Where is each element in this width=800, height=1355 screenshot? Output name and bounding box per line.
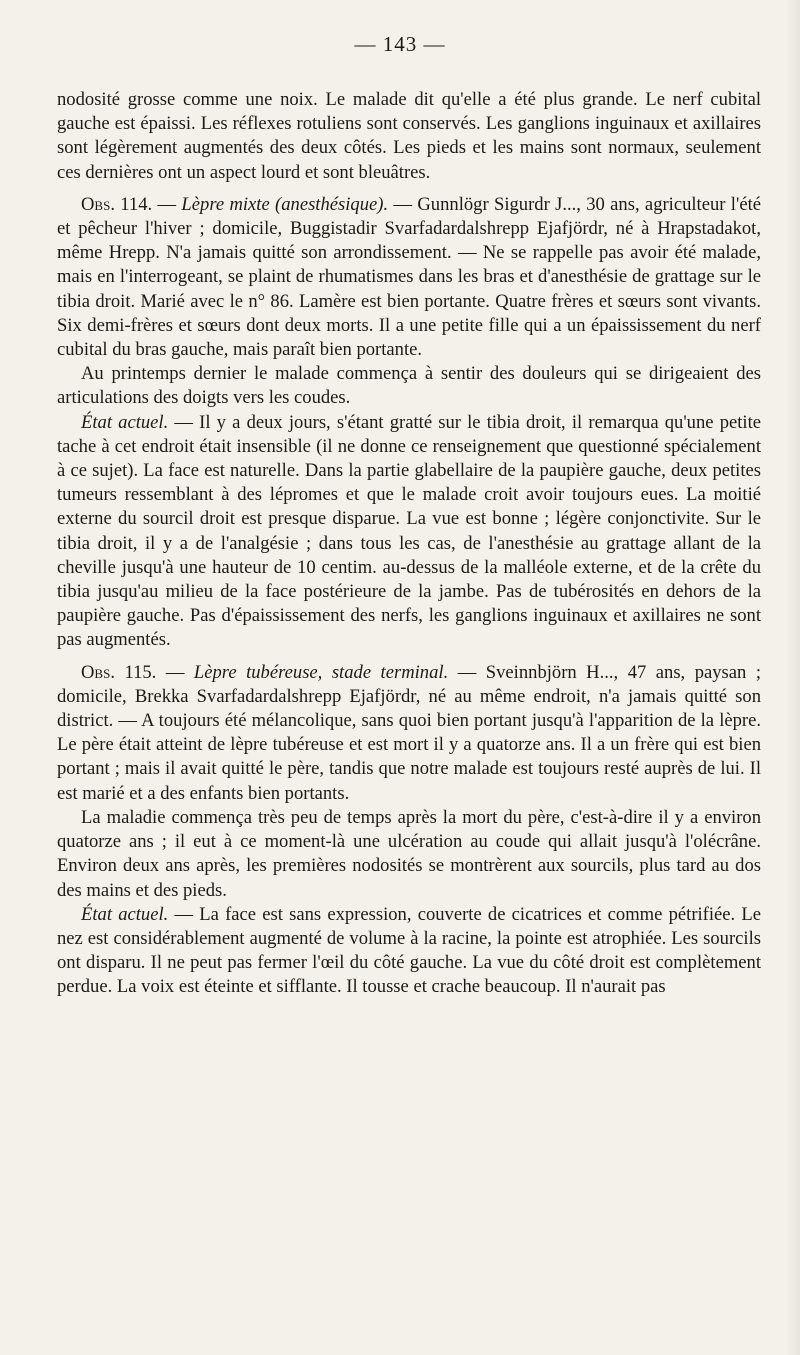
observation-label: Obs. 115. [81, 661, 157, 683]
observation-title: Lèpre tubéreuse, stade terminal. [193, 661, 449, 683]
paragraph-onset: Au printemps dernier le malade commença à sentir des douleurs qui se dirigeaient des articulations des doigts vers les coudes. [57, 363, 761, 409]
observation-114 [57, 193, 761, 362]
observation-115 [57, 661, 761, 806]
current-state-114 [57, 411, 761, 653]
observation-text: — Gunnlögr Sigurdr J..., 30 ans, agriculteur l'été et pêcheur l'hiver ; domicile, Buggistadir Svarfadardalshrepp Ejafjördr, né à Hrapstadakot, même Hrepp. N'a jamais quitté son arrondissement. — Ne se rappelle pas avoir été malade, mais en l'interrogeant, se plaint de rhumatismes dans les bras et d'anesthésie de grattage sur le tibia droit. Marié avec le n° 86. Lamère est bien portante. Quatre frères et sœurs sont vivants. Six demi-frères et sœurs dont deux morts. Il a une petite fille qui a un épaississement du nerf cubital du bras gauche, mais paraît bien portante. [57, 193, 761, 361]
page-edge-shadow [786, 0, 800, 1355]
observation-dash: — [156, 661, 194, 683]
observation-label: Obs. 114. [81, 193, 153, 215]
observation-text: — Sveinnbjörn H..., 47 ans, paysan ; domicile, Brekka Svarfadardalshrepp Ejafjördr, né au même endroit, n'a jamais quitté son district. — A toujours été mélancolique, sans quoi bien portant jusqu'à l'apparition de la lèpre. Le père était atteint de lèpre tubéreuse et est mort il y a quatorze ans. Il a un frère qui est bien portant ; mais il avait quitté le père, tandis que notre malade est toujours resté auprès de lui. Il est marié et a des enfants bien portants. [57, 661, 761, 804]
current-state-label: État actuel. [81, 411, 169, 433]
current-state-label: État actuel. [81, 903, 169, 925]
page-number: — 143 — [354, 32, 446, 56]
current-state-115 [57, 903, 761, 1000]
text-column [57, 88, 761, 1000]
paragraph-continuation: nodosité grosse comme une noix. Le malade dit qu'elle a été plus grande. Le nerf cubital gauche est épaissi. Les réflexes rotuliens sont conservés. Les ganglions inguinaux et axillaires sont légèrement augmentés des deux côtés. Les pieds et les mains sont normaux, seulement ces dernières ont un aspect lourd et sont bleuâtres. [57, 89, 761, 183]
current-state-text: — La face est sans expression, couverte de cicatrices et comme pétrifiée. Le nez est considérablement augmenté de volume à la racine, la pointe est atrophiée. Les sourcils ont disparu. Il ne peut pas fermer l'œil du côté gauche. La vue du côté droit est complètement perdue. La voix est éteinte et sifflante. Il tousse et crache beaucoup. Il n'aurait pas [57, 903, 761, 998]
paragraph-disease-history: La maladie commença très peu de temps après la mort du père, c'est-à-dire il y a environ quatorze ans ; il eut à ce moment-là une ulcération au coude qui allait jusqu'à l'olécrâne. Environ deux ans après, les premières nodosités se montrèrent aux sourcils, plus tard au dos des mains et des pieds. [57, 806, 761, 901]
observation-dash: — [152, 193, 182, 215]
observation-title: Lèpre mixte (anesthésique). [181, 193, 389, 215]
current-state-text: — Il y a deux jours, s'étant gratté sur le tibia droit, il remarqua qu'une petite tache à cet endroit était insensible (il ne donne ce renseignement que questionné spécialement à ce sujet). La face est naturelle. Dans la partie glabellaire de la paupière gauche, deux petites tumeurs ressemblant à des lépromes et que le malade croit avoir toujours eues. La moitié externe du sourcil droit est presque disparue. La vue est bonne ; légère conjonctivite. Sur le tibia droit, il y a de l'analgésie ; dans tous les cas, de l'anesthésie au grattage allant de la cheville jusqu'à une hauteur de 10 centim. au-dessus de la malléole externe, et de la crête du tibia jusqu'au milieu de la face postérieure de la jambe. Pas de tubérosités en dehors de la paupière gauche. Pas d'épaississement des nerfs, les ganglions inguinaux et axillaires ne sont pas augmentés. [57, 411, 761, 651]
